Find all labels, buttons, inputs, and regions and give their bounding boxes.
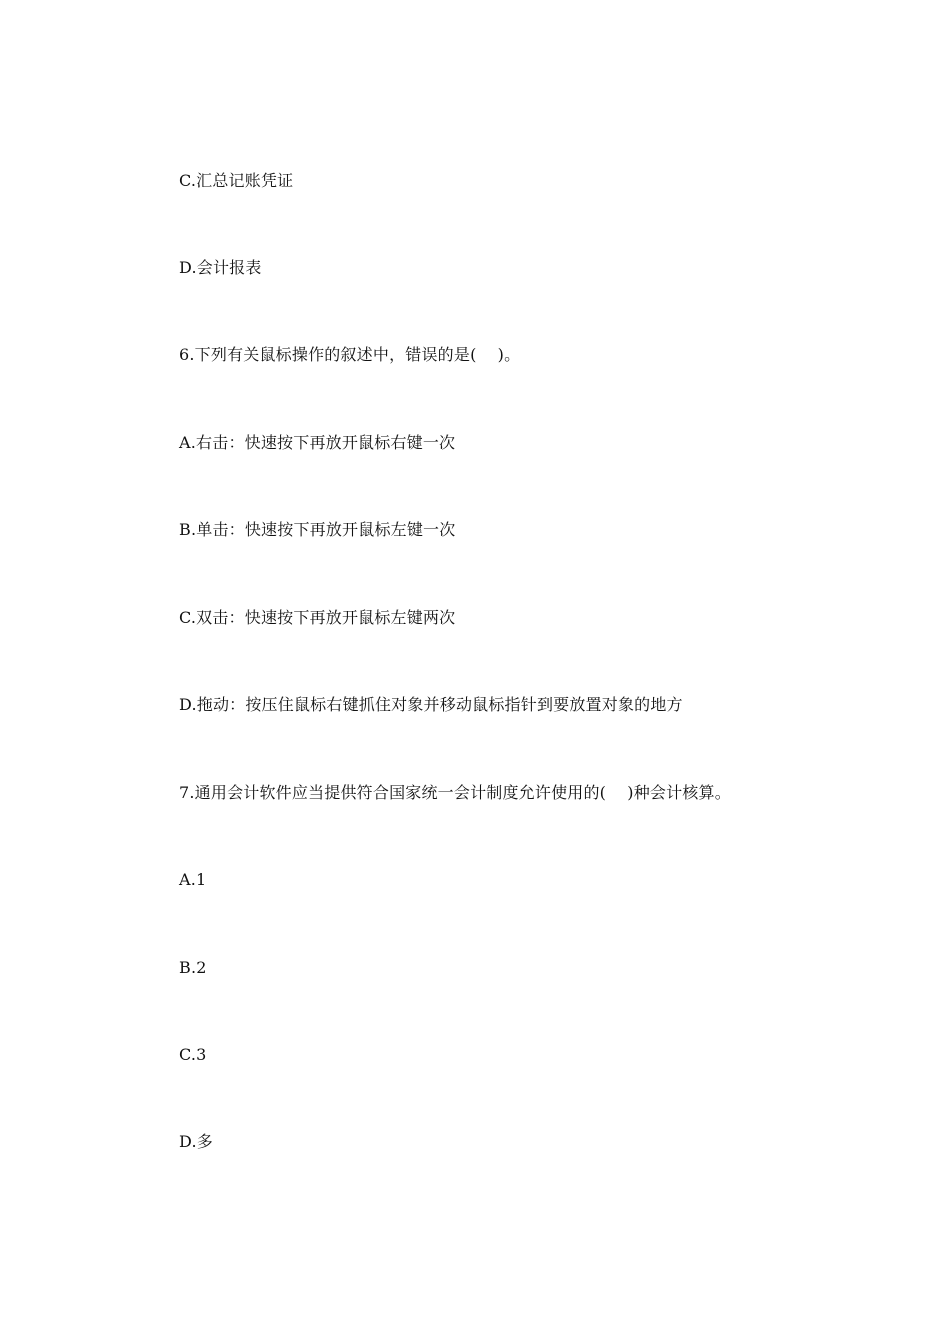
option-c-q7: C.3 — [179, 1045, 207, 1064]
option-c-q6: C.双击：快速按下再放开鼠标左键两次 — [179, 608, 456, 627]
option-a-q6: A.右击：快速按下再放开鼠标右键一次 — [179, 433, 456, 452]
option-d-q5: D.会计报表 — [179, 258, 262, 277]
question-7: 7.通用会计软件应当提供符合国家统一会计制度允许使用的( )种会计核算。 — [179, 783, 731, 802]
option-b-q6: B.单击：快速按下再放开鼠标左键一次 — [179, 520, 456, 539]
option-b-q7: B.2 — [179, 958, 207, 977]
question-6: 6.下列有关鼠标操作的叙述中，错误的是( )。 — [179, 345, 521, 364]
option-a-q7: A.1 — [179, 870, 207, 889]
option-c-q5: C.汇总记账凭证 — [179, 171, 294, 190]
option-d-q6: D.拖动：按压住鼠标右键抓住对象并移动鼠标指针到要放置对象的地方 — [179, 695, 683, 714]
option-d-q7: D.多 — [179, 1132, 213, 1151]
